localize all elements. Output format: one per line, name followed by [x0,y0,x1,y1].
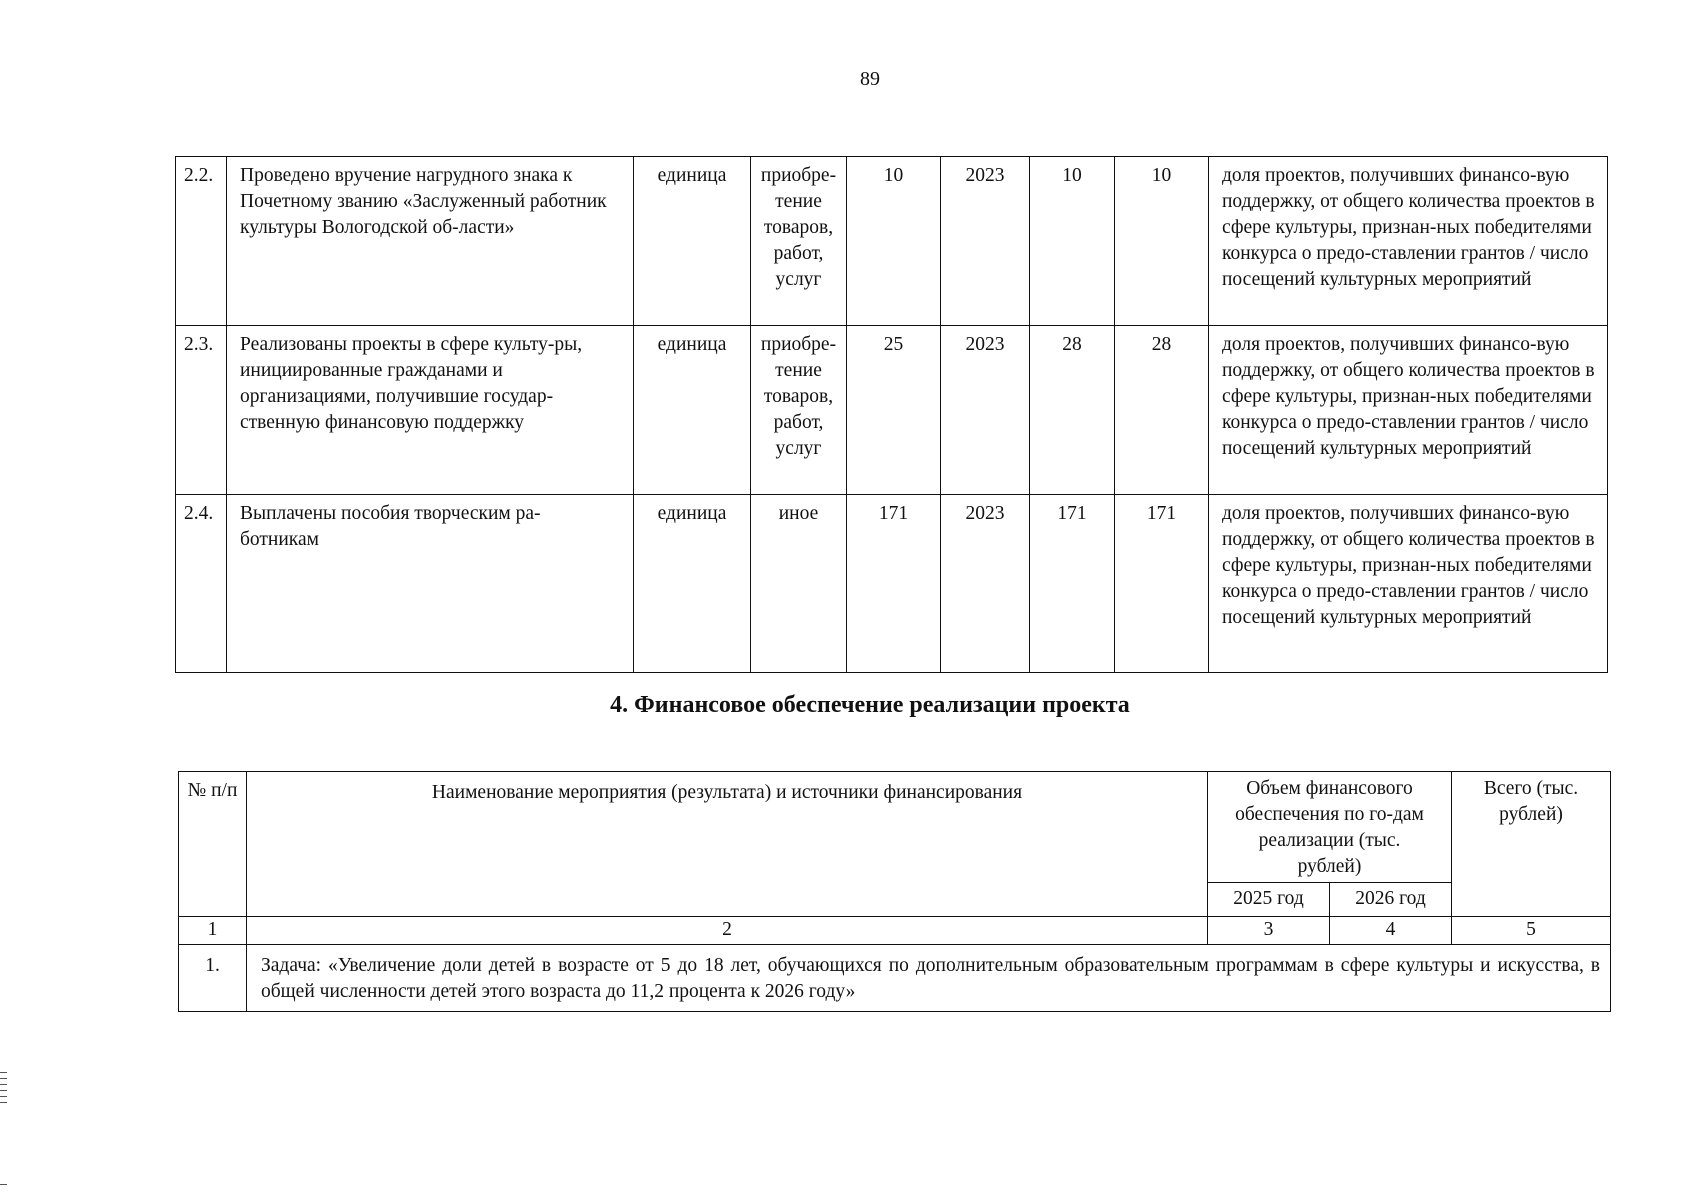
table-row [179,945,1611,1012]
base-year: 2023 [941,157,1030,326]
column-number: 3 [1208,917,1330,945]
result-name: Проведено вручение нагрудного знака к Почетному званию «Заслуженный работник культуры Вологодской об-ласти» [227,157,634,326]
value-2025: 10 [1030,157,1115,326]
column-number: 4 [1330,917,1452,945]
value-2025: 28 [1030,326,1115,495]
table-row [176,326,1608,495]
unit: единица [634,157,751,326]
base-value: 171 [847,495,941,673]
base-value: 10 [847,157,941,326]
margin-mark [0,1102,7,1103]
value-2025: 171 [1030,495,1115,673]
margin-mark [0,1090,7,1091]
unit: единица [634,326,751,495]
row-number: 2.2. [176,157,227,326]
result-type: приобре-тение товаров, работ, услуг [751,157,847,326]
indicator-link: доля проектов, получивших финансо-вую поддержку, от общего количества проектов в сфере культуры, признан-ных победителями конкурса о предо-ставлении грантов / число посещений культурных мероприятий [1209,157,1608,326]
page-number: 89 [860,68,880,90]
value-2026: 28 [1115,326,1209,495]
margin-mark [0,1072,7,1073]
result-type: приобре-тение товаров, работ, услуг [751,326,847,495]
base-year: 2023 [941,495,1030,673]
row-number: 2.4. [176,495,227,673]
task-description: Задача: «Увеличение доли детей в возрасте от 5 до 18 лет, обучающихся по дополнительным образовательным программам в сфере культуры и искусства, в общей численности детей этого возраста до 11,2 процента к 2026 году» [247,945,1611,1012]
result-type: иное [751,495,847,673]
header-year-2026: 2026 год [1330,883,1452,917]
margin-mark [0,1084,7,1085]
result-name: Реализованы проекты в сфере культу-ры, инициированные гражданами и организациями, получившие государ-ственную финансовую поддержку [227,326,634,495]
margin-mark [0,1184,7,1185]
base-year: 2023 [941,326,1030,495]
header-number: № п/п [179,772,247,917]
finance-table [178,771,1611,1012]
table-row [176,495,1608,673]
base-value: 25 [847,326,941,495]
row-number: 2.3. [176,326,227,495]
indicator-link: доля проектов, получивших финансо-вую поддержку, от общего количества проектов в сфере культуры, признан-ных победителями конкурса о предо-ставлении грантов / число посещений культурных мероприятий [1209,495,1608,673]
value-2026: 10 [1115,157,1209,326]
result-name: Выплачены пособия творческим ра-ботникам [227,495,634,673]
header-name: Наименование мероприятия (результата) и источники финансирования [247,772,1208,917]
table-row [176,157,1608,326]
header-year-2025: 2025 год [1208,883,1330,917]
column-number: 2 [247,917,1208,945]
value-2026: 171 [1115,495,1209,673]
column-numbers-row [179,917,1611,945]
row-number: 1. [179,945,247,1012]
header-volume: Объем финансового обеспечения по го-дам реализации (тыс. рублей) [1208,772,1452,883]
results-table [175,156,1608,673]
margin-mark [0,1078,7,1079]
margin-mark [0,1096,7,1097]
column-number: 1 [179,917,247,945]
section-title: 4. Финансовое обеспечение реализации проекта [610,692,1130,718]
header-total: Всего (тыс. рублей) [1452,772,1611,917]
column-number: 5 [1452,917,1611,945]
indicator-link: доля проектов, получивших финансо-вую поддержку, от общего количества проектов в сфере культуры, признан-ных победителями конкурса о предо-ставлении грантов / число посещений культурных мероприятий [1209,326,1608,495]
unit: единица [634,495,751,673]
